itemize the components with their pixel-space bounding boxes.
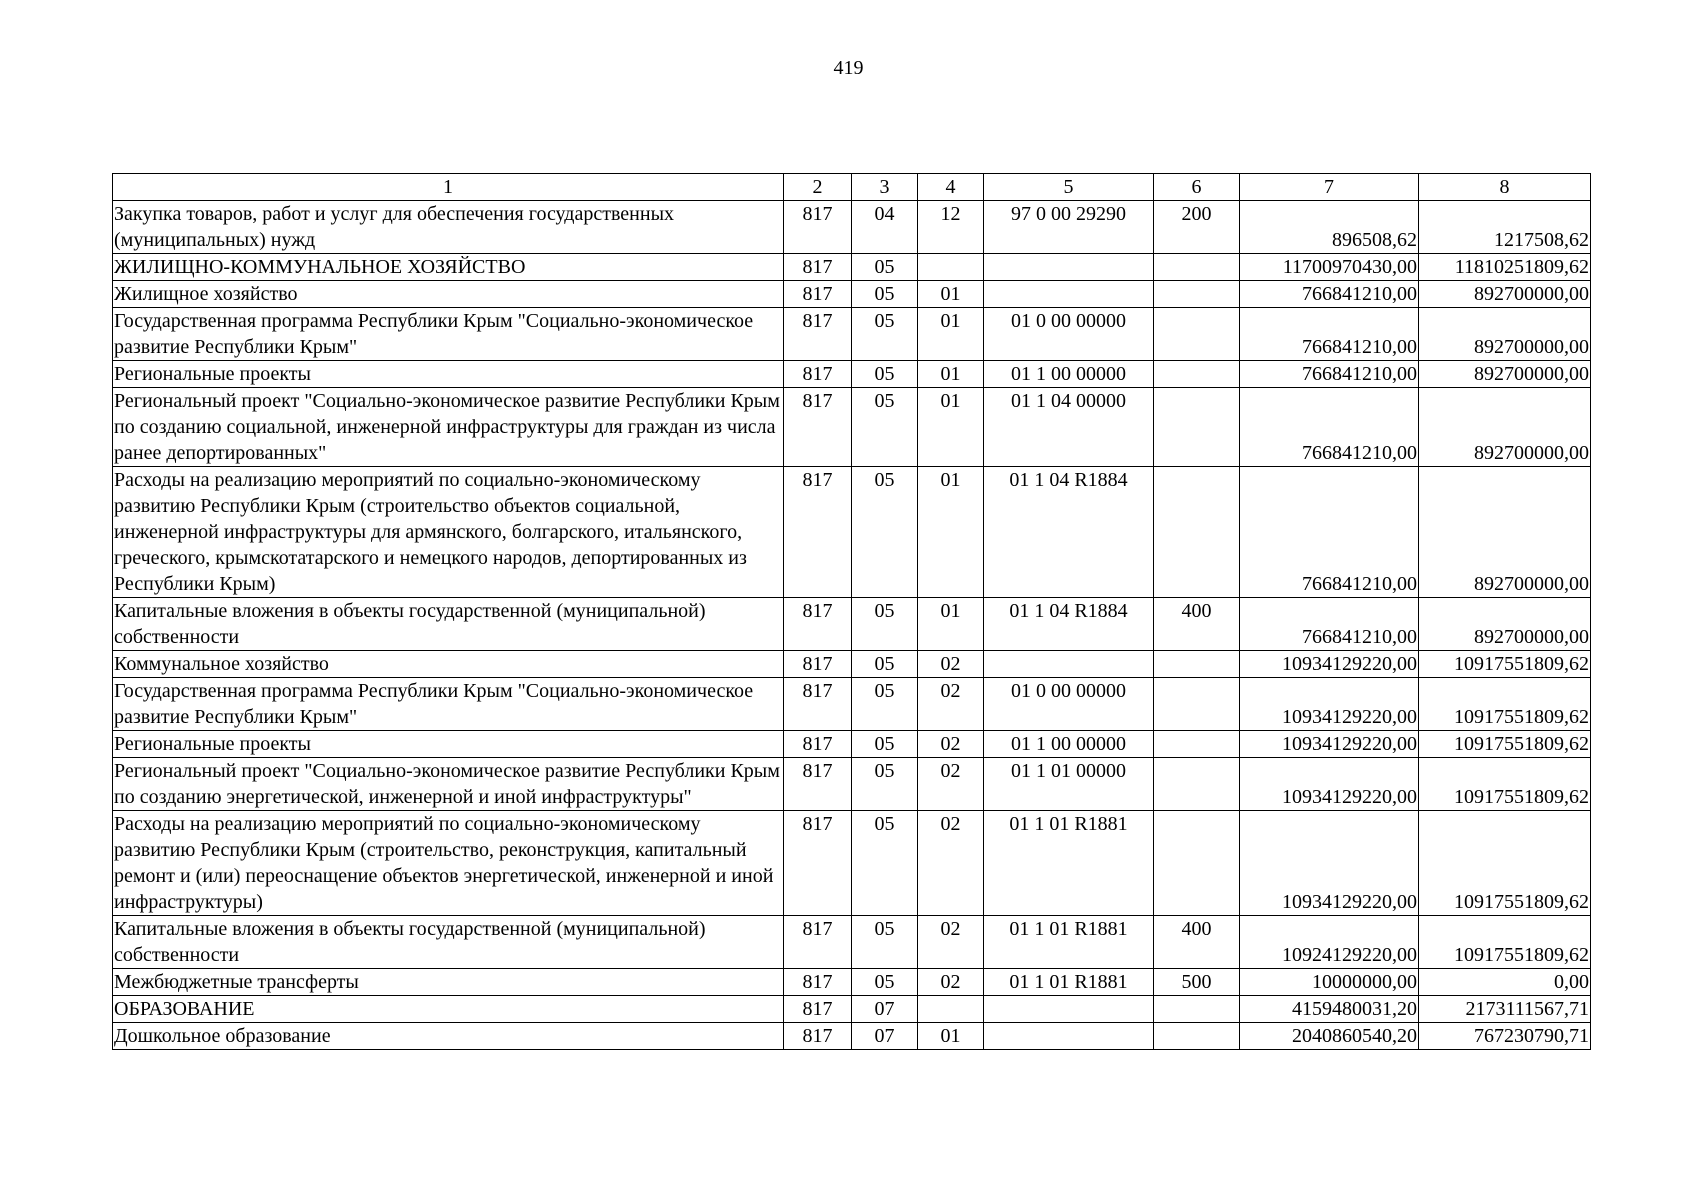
expense-type-cell xyxy=(1154,281,1240,308)
amount-year1-cell: 10934129220,00 xyxy=(1240,758,1419,811)
target-article-cell xyxy=(984,254,1154,281)
target-article-cell xyxy=(984,1023,1154,1050)
amount-year1-cell: 766841210,00 xyxy=(1240,598,1419,651)
amount-year2-cell: 2173111567,71 xyxy=(1419,996,1591,1023)
table-row xyxy=(113,201,1591,254)
target-article-cell xyxy=(984,281,1154,308)
name-cell: Капитальные вложения в объекты государственной (муниципальной) собственности xyxy=(113,598,784,651)
target-article-cell: 01 1 00 00000 xyxy=(984,731,1154,758)
section-cell: 05 xyxy=(852,598,918,651)
section-cell: 05 xyxy=(852,361,918,388)
name-cell: Региональные проекты xyxy=(113,361,784,388)
table-row xyxy=(113,969,1591,996)
name-cell: Расходы на реализацию мероприятий по социально-экономическому развитию Республики Крым (строительство объектов социальной, инженерной инфраструктуры для армянского, болгарского, итальянского, греческого, крымскотатарского и немецкого народов, депортированных из Республики Крым) xyxy=(113,467,784,598)
name-cell: Региональный проект "Социально-экономическое развитие Республики Крым по созданию социальной, инженерной инфраструктуры для граждан из числа ранее депортированных" xyxy=(113,388,784,467)
table-row xyxy=(113,678,1591,731)
table-body xyxy=(113,174,1591,1050)
amount-year1-cell: 896508,62 xyxy=(1240,201,1419,254)
subsection-cell: 02 xyxy=(918,678,984,731)
amount-year1-cell: 4159480031,20 xyxy=(1240,996,1419,1023)
subsection-cell: 12 xyxy=(918,201,984,254)
table-row xyxy=(113,254,1591,281)
ministry-code-cell: 817 xyxy=(784,996,852,1023)
amount-year1-cell: 766841210,00 xyxy=(1240,388,1419,467)
section-cell: 05 xyxy=(852,254,918,281)
section-cell: 05 xyxy=(852,388,918,467)
amount-year1-cell: 10000000,00 xyxy=(1240,969,1419,996)
ministry-code-cell: 817 xyxy=(784,758,852,811)
header-cell: 3 xyxy=(852,174,918,201)
subsection-cell: 01 xyxy=(918,361,984,388)
header-row xyxy=(113,174,1591,201)
name-cell: Дошкольное образование xyxy=(113,1023,784,1050)
ministry-code-cell: 817 xyxy=(784,201,852,254)
table-row xyxy=(113,361,1591,388)
amount-year1-cell: 10924129220,00 xyxy=(1240,916,1419,969)
section-cell: 05 xyxy=(852,651,918,678)
amount-year2-cell: 10917551809,62 xyxy=(1419,731,1591,758)
table-row xyxy=(113,388,1591,467)
ministry-code-cell: 817 xyxy=(784,969,852,996)
expense-type-cell xyxy=(1154,811,1240,916)
name-cell: Закупка товаров, работ и услуг для обеспечения государственных (муниципальных) нужд xyxy=(113,201,784,254)
expense-type-cell xyxy=(1154,467,1240,598)
header-cell: 4 xyxy=(918,174,984,201)
target-article-cell: 01 1 01 R1881 xyxy=(984,969,1154,996)
amount-year2-cell: 11810251809,62 xyxy=(1419,254,1591,281)
target-article-cell xyxy=(984,651,1154,678)
amount-year2-cell: 10917551809,62 xyxy=(1419,678,1591,731)
target-article-cell: 01 1 01 R1881 xyxy=(984,916,1154,969)
amount-year2-cell: 892700000,00 xyxy=(1419,361,1591,388)
ministry-code-cell: 817 xyxy=(784,598,852,651)
subsection-cell: 01 xyxy=(918,1023,984,1050)
target-article-cell: 01 0 00 00000 xyxy=(984,308,1154,361)
budget-table xyxy=(112,173,1591,1050)
ministry-code-cell: 817 xyxy=(784,254,852,281)
ministry-code-cell: 817 xyxy=(784,731,852,758)
amount-year2-cell: 892700000,00 xyxy=(1419,388,1591,467)
ministry-code-cell: 817 xyxy=(784,678,852,731)
amount-year1-cell: 10934129220,00 xyxy=(1240,678,1419,731)
target-article-cell: 01 1 04 00000 xyxy=(984,388,1154,467)
name-cell: Межбюджетные трансферты xyxy=(113,969,784,996)
amount-year1-cell: 766841210,00 xyxy=(1240,308,1419,361)
subsection-cell: 01 xyxy=(918,467,984,598)
table-row xyxy=(113,758,1591,811)
subsection-cell: 01 xyxy=(918,308,984,361)
section-cell: 05 xyxy=(852,969,918,996)
section-cell: 07 xyxy=(852,996,918,1023)
target-article-cell: 01 1 04 R1884 xyxy=(984,467,1154,598)
subsection-cell: 02 xyxy=(918,969,984,996)
section-cell: 05 xyxy=(852,811,918,916)
table-row xyxy=(113,281,1591,308)
amount-year1-cell: 2040860540,20 xyxy=(1240,1023,1419,1050)
target-article-cell: 01 1 04 R1884 xyxy=(984,598,1154,651)
name-cell: Региональный проект "Социально-экономическое развитие Республики Крым по созданию энергетической, инженерной и иной инфраструктуры" xyxy=(113,758,784,811)
expense-type-cell xyxy=(1154,388,1240,467)
ministry-code-cell: 817 xyxy=(784,361,852,388)
ministry-code-cell: 817 xyxy=(784,467,852,598)
subsection-cell: 02 xyxy=(918,651,984,678)
amount-year1-cell: 11700970430,00 xyxy=(1240,254,1419,281)
ministry-code-cell: 817 xyxy=(784,308,852,361)
table-row xyxy=(113,996,1591,1023)
amount-year1-cell: 766841210,00 xyxy=(1240,361,1419,388)
expense-type-cell xyxy=(1154,308,1240,361)
amount-year1-cell: 10934129220,00 xyxy=(1240,811,1419,916)
table-row xyxy=(113,916,1591,969)
name-cell: Жилищное хозяйство xyxy=(113,281,784,308)
amount-year2-cell: 892700000,00 xyxy=(1419,598,1591,651)
section-cell: 05 xyxy=(852,731,918,758)
target-article-cell: 01 1 01 00000 xyxy=(984,758,1154,811)
section-cell: 05 xyxy=(852,281,918,308)
subsection-cell xyxy=(918,996,984,1023)
subsection-cell: 02 xyxy=(918,916,984,969)
name-cell: Капитальные вложения в объекты государственной (муниципальной) собственности xyxy=(113,916,784,969)
table-row xyxy=(113,598,1591,651)
section-cell: 05 xyxy=(852,467,918,598)
section-cell: 05 xyxy=(852,758,918,811)
header-cell: 7 xyxy=(1240,174,1419,201)
amount-year1-cell: 766841210,00 xyxy=(1240,467,1419,598)
target-article-cell: 01 1 00 00000 xyxy=(984,361,1154,388)
amount-year2-cell: 0,00 xyxy=(1419,969,1591,996)
amount-year2-cell: 10917551809,62 xyxy=(1419,651,1591,678)
page-number: 419 xyxy=(833,57,864,79)
amount-year1-cell: 10934129220,00 xyxy=(1240,651,1419,678)
amount-year2-cell: 892700000,00 xyxy=(1419,281,1591,308)
expense-type-cell xyxy=(1154,1023,1240,1050)
target-article-cell: 01 0 00 00000 xyxy=(984,678,1154,731)
section-cell: 05 xyxy=(852,308,918,361)
expense-type-cell xyxy=(1154,651,1240,678)
ministry-code-cell: 817 xyxy=(784,281,852,308)
target-article-cell: 97 0 00 29290 xyxy=(984,201,1154,254)
amount-year2-cell: 767230790,71 xyxy=(1419,1023,1591,1050)
ministry-code-cell: 817 xyxy=(784,916,852,969)
expense-type-cell xyxy=(1154,678,1240,731)
header-cell: 2 xyxy=(784,174,852,201)
section-cell: 05 xyxy=(852,916,918,969)
subsection-cell: 02 xyxy=(918,758,984,811)
amount-year2-cell: 10917551809,62 xyxy=(1419,916,1591,969)
target-article-cell: 01 1 01 R1881 xyxy=(984,811,1154,916)
section-cell: 05 xyxy=(852,678,918,731)
ministry-code-cell: 817 xyxy=(784,1023,852,1050)
name-cell: Государственная программа Республики Крым "Социально-экономическое развитие Республики Крым" xyxy=(113,308,784,361)
subsection-cell: 01 xyxy=(918,388,984,467)
amount-year2-cell: 892700000,00 xyxy=(1419,308,1591,361)
amount-year2-cell: 892700000,00 xyxy=(1419,467,1591,598)
table-row xyxy=(113,467,1591,598)
section-cell: 07 xyxy=(852,1023,918,1050)
name-cell: Расходы на реализацию мероприятий по социально-экономическому развитию Республики Крым (строительство, реконструкция, капитальный ремонт и (или) переоснащение объектов энергетической, инженерной и иной инфраструктуры) xyxy=(113,811,784,916)
subsection-cell: 01 xyxy=(918,598,984,651)
table-row xyxy=(113,1023,1591,1050)
header-cell: 6 xyxy=(1154,174,1240,201)
expense-type-cell xyxy=(1154,996,1240,1023)
target-article-cell xyxy=(984,996,1154,1023)
name-cell: ОБРАЗОВАНИЕ xyxy=(113,996,784,1023)
expense-type-cell: 400 xyxy=(1154,598,1240,651)
ministry-code-cell: 817 xyxy=(784,388,852,467)
expense-type-cell xyxy=(1154,758,1240,811)
amount-year1-cell: 766841210,00 xyxy=(1240,281,1419,308)
name-cell: Региональные проекты xyxy=(113,731,784,758)
table-row xyxy=(113,731,1591,758)
subsection-cell xyxy=(918,254,984,281)
name-cell: Коммунальное хозяйство xyxy=(113,651,784,678)
name-cell: Государственная программа Республики Крым "Социально-экономическое развитие Республики Крым" xyxy=(113,678,784,731)
ministry-code-cell: 817 xyxy=(784,651,852,678)
amount-year2-cell: 10917551809,62 xyxy=(1419,758,1591,811)
expense-type-cell: 400 xyxy=(1154,916,1240,969)
header-cell: 5 xyxy=(984,174,1154,201)
subsection-cell: 01 xyxy=(918,281,984,308)
amount-year1-cell: 10934129220,00 xyxy=(1240,731,1419,758)
subsection-cell: 02 xyxy=(918,811,984,916)
table-row xyxy=(113,811,1591,916)
header-cell: 1 xyxy=(113,174,784,201)
expense-type-cell: 500 xyxy=(1154,969,1240,996)
section-cell: 04 xyxy=(852,201,918,254)
expense-type-cell xyxy=(1154,731,1240,758)
table-row xyxy=(113,651,1591,678)
ministry-code-cell: 817 xyxy=(784,811,852,916)
expense-type-cell xyxy=(1154,254,1240,281)
expense-type-cell xyxy=(1154,361,1240,388)
header-cell: 8 xyxy=(1419,174,1591,201)
amount-year2-cell: 10917551809,62 xyxy=(1419,811,1591,916)
subsection-cell: 02 xyxy=(918,731,984,758)
amount-year2-cell: 1217508,62 xyxy=(1419,201,1591,254)
name-cell: ЖИЛИЩНО-КОММУНАЛЬНОЕ ХОЗЯЙСТВО xyxy=(113,254,784,281)
expense-type-cell: 200 xyxy=(1154,201,1240,254)
table-row xyxy=(113,308,1591,361)
